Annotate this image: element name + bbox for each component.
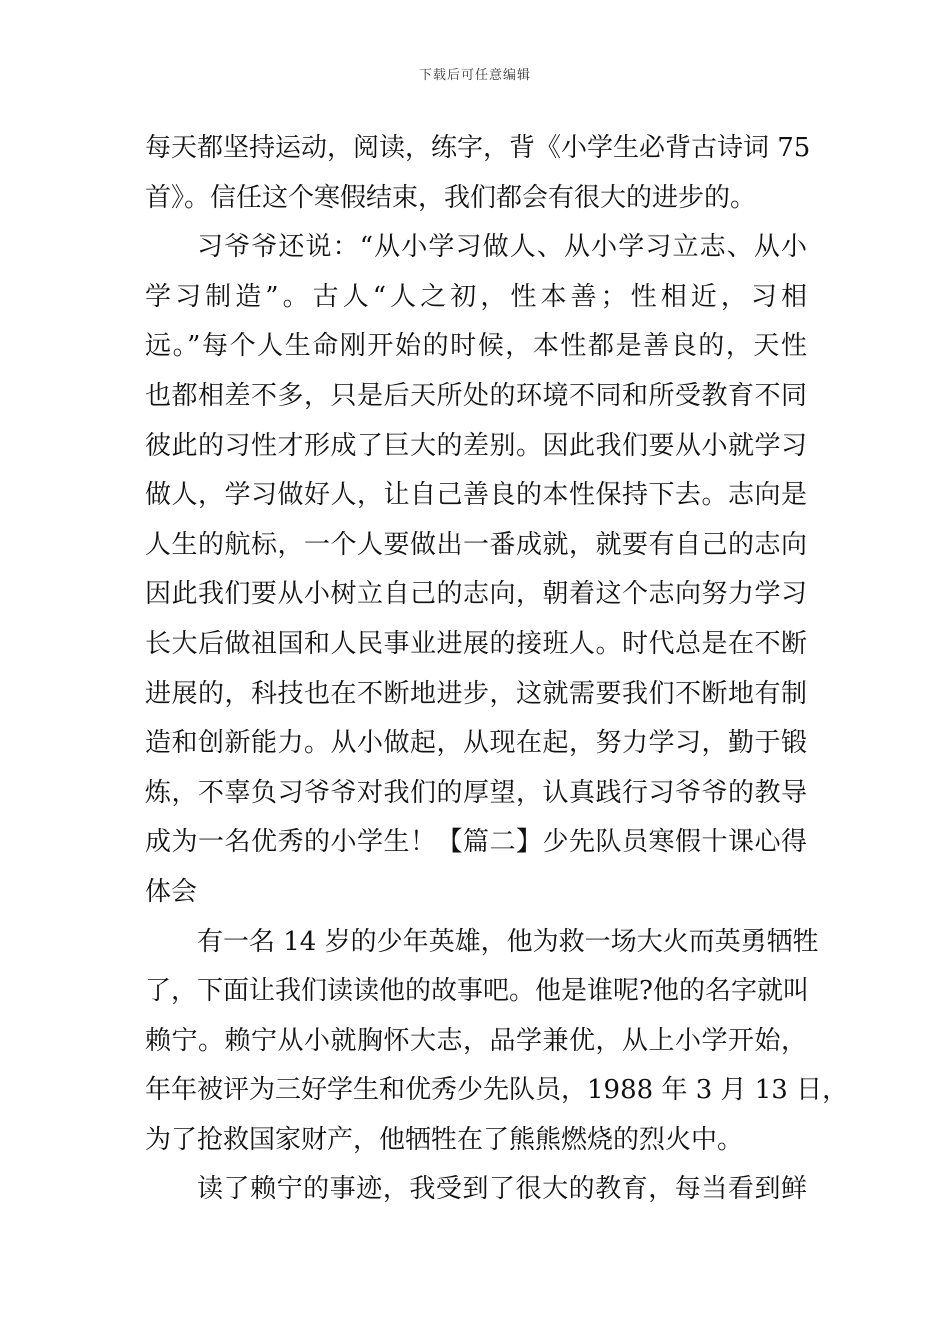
text-line: 长大后做祖国和人民事业进展的接班人。时代总是在不断 (145, 628, 807, 659)
text-line: 首》。信任这个寒假结束，我们都会有很大的进步的。 (145, 182, 757, 213)
paragraph-p2 (145, 223, 807, 917)
text-line: 造和创新能力。从小做起，从现在起，努力学习，勤于锻 (145, 728, 807, 759)
text-line: 炼，不辜负习爷爷对我们的厚望，认真践行习爷爷的教导 (145, 777, 807, 808)
paragraph-p4 (145, 1165, 807, 1215)
text-line: 成为一名优秀的小学生！【篇二】少先队员寒假十课心得 (145, 827, 807, 858)
text-line: 年年被评为三好学生和优秀少先队员，1988 年 3 月 13 日， (145, 1075, 849, 1106)
text-line: 学习制造”。古人“人之初，性本善；性相近，习相 (145, 281, 807, 312)
page-header: 下载后可任意编辑 (418, 68, 531, 83)
text-line: 远。”每个人生命刚开始的时候，本性都是善良的，天性 (145, 331, 807, 362)
text-line: 习爷爷还说：“从小学习做人、从小学习立志、从小 (197, 232, 807, 263)
text-line: 赖宁。赖宁从小就胸怀大志，品学兼优，从上小学开始， (145, 1025, 807, 1056)
paragraph-p3 (145, 918, 849, 1166)
text-line: 彼此的习性才形成了巨大的差别。因此我们要从小就学习 (145, 430, 807, 461)
text-line: 有一名 14 岁的少年英雄，他为救一场大火而英勇牺牲 (197, 926, 819, 957)
text-line: 也都相差不多，只是后天所处的环境不同和所受教育不同 (145, 380, 807, 411)
paragraph-p1 (145, 124, 811, 223)
text-line: 人生的航标，一个人要做出一番成就，就要有自己的志向 (145, 529, 807, 560)
text-line: 体会 (145, 876, 198, 907)
text-line: 了，下面让我们读读他的故事吧。他是谁呢?他的名字就叫 (145, 976, 809, 1007)
text-line: 每天都坚持运动，阅读，练字，背《小学生必背古诗词 75 (145, 133, 811, 163)
text-line: 进展的，科技也在不断地进步，这就需要我们不断地有制 (145, 678, 807, 709)
text-line: 读了赖宁的事迹，我受到了很大的教育，每当看到鲜 (197, 1174, 807, 1205)
text-line: 做人，学习做好人，让自己善良的本性保持下去。志向是 (145, 480, 807, 511)
document-body (145, 124, 849, 1215)
text-line: 为了抢救国家财产，他牺牲在了熊熊燃烧的烈火中。 (145, 1124, 744, 1155)
text-line: 因此我们要从小树立自己的志向，朝着这个志向努力学习 (145, 579, 807, 610)
